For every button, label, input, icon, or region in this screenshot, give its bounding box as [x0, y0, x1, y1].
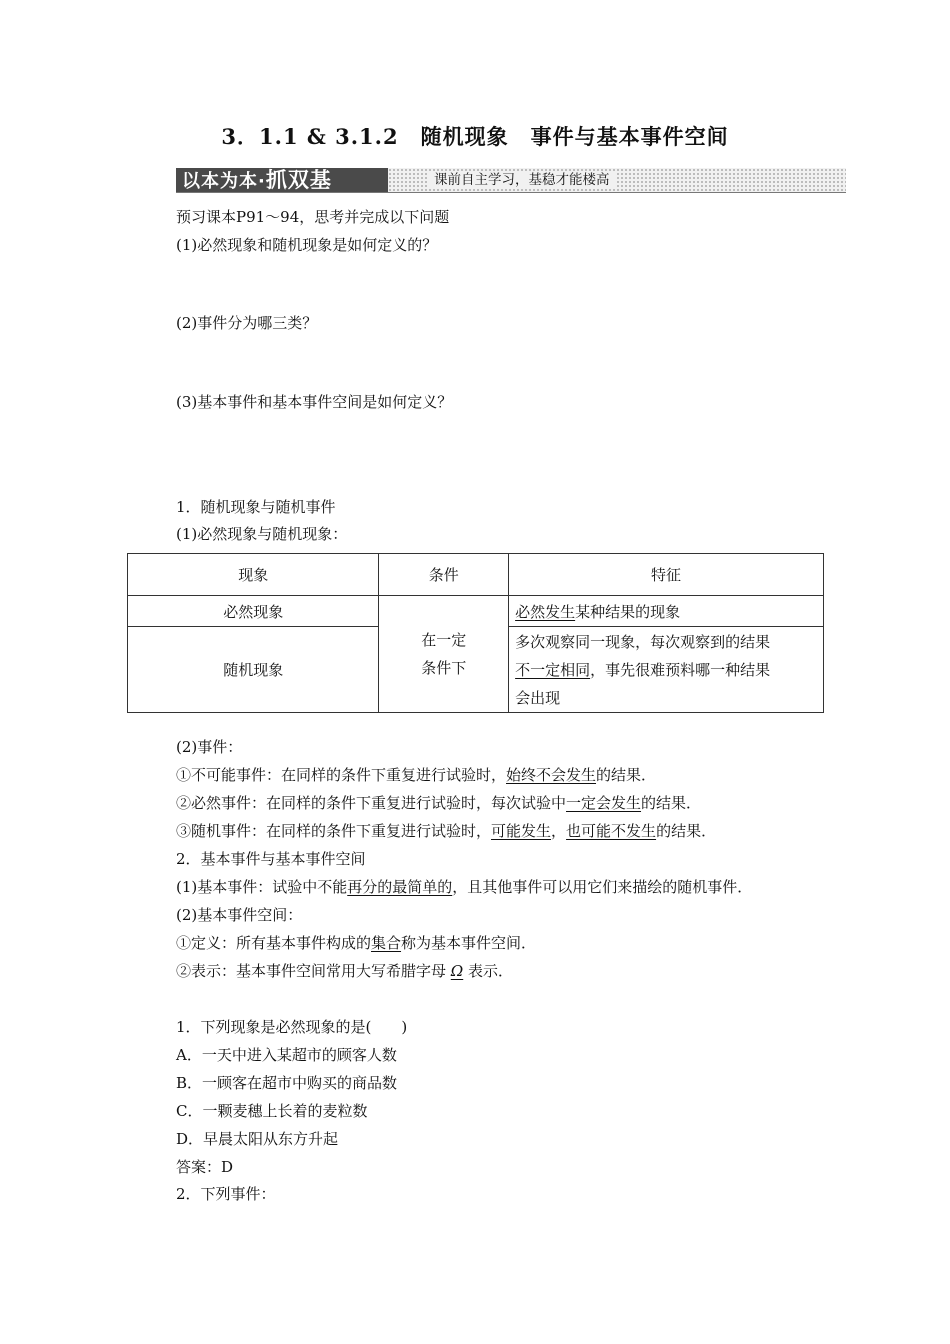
text: ，: [551, 822, 567, 840]
exercise-answer: 答案：D: [176, 1158, 234, 1176]
table-header-cell: 特征: [509, 554, 824, 596]
omega-symbol: Ω: [450, 962, 464, 980]
table-cell-text: 会出现: [515, 688, 561, 707]
banner-dotted-strip: [388, 168, 846, 192]
banner-subtitle: 课前自主学习，基稳才能楼高: [428, 171, 616, 189]
text: ，且其他事件可以用它们来描绘的随机事件．: [452, 878, 753, 896]
event-certain: [176, 793, 701, 813]
preview-q1: (1)必然现象和随机现象是如何定义的？: [176, 236, 438, 254]
exercise-option-b: B．一顾客在超市中购买的商品数: [176, 1074, 398, 1092]
table-cell: [509, 627, 824, 713]
condition-line1: 在一定: [421, 631, 467, 649]
text: 称为基本事件空间．: [401, 934, 537, 952]
table-cell: [509, 596, 824, 627]
section1-sub: (1)必然现象与随机现象：: [176, 525, 348, 543]
page-title: 3．1.1 & 3.1.2 随机现象 事件与基本事件空间: [221, 124, 729, 149]
text: ②必然事件：在同样的条件下重复进行试验时，每次试验中: [176, 794, 567, 812]
table-header-cell: 条件: [379, 554, 509, 596]
phenomena-table: [127, 553, 824, 713]
table-cell-text: 多次观察同一现象，每次观察到的结果: [515, 632, 771, 651]
text: 表示．: [463, 962, 513, 980]
condition-line2: 条件下: [421, 659, 467, 677]
underlined-term: 一定会发生: [566, 794, 642, 812]
underlined-term: 始终不会发生: [506, 766, 597, 784]
section-banner: [176, 168, 846, 192]
table-cell-condition: [379, 596, 509, 713]
basic-space-notation: [176, 961, 513, 981]
event-random: [176, 821, 716, 841]
preview-intro: 预习课本P91～94，思考并完成以下问题: [176, 208, 450, 226]
text: 的结果．: [641, 794, 702, 812]
banner-main: [176, 168, 394, 192]
table-row: [128, 596, 824, 627]
underlined-term: 不一定相同: [515, 660, 591, 679]
table-header-cell: 现象: [128, 554, 379, 596]
table-cell-text: 某种结果的现象: [575, 602, 681, 621]
text: ②表示：基本事件空间常用大写希腊字母: [176, 962, 451, 980]
events-heading: (2)事件：: [176, 738, 243, 756]
preview-q2: (2)事件分为哪三类？: [176, 314, 318, 332]
section2-heading: 2．基本事件与基本事件空间: [176, 850, 366, 868]
table-header-row: [128, 554, 824, 596]
section1-heading: 1．随机现象与随机事件: [176, 498, 336, 516]
exercise-q2: 2．下列事件：: [176, 1185, 276, 1203]
preview-q3: (3)基本事件和基本事件空间是如何定义？: [176, 393, 453, 411]
text: ①不可能事件：在同样的条件下重复进行试验时，: [176, 766, 507, 784]
text: 的结果．: [596, 766, 657, 784]
banner-main-a: 以本为本·: [182, 171, 266, 192]
underlined-term: 必然发生: [515, 602, 576, 621]
table-cell-text: ，事先很难预料哪一种结果: [590, 660, 771, 679]
basic-space-heading: (2)基本事件空间：: [176, 906, 303, 924]
basic-event-def: [176, 877, 752, 897]
text: (1)基本事件：试验中不能: [176, 878, 348, 896]
banner-main-b: 抓双基: [265, 168, 332, 192]
table-cell: 必然现象: [128, 596, 379, 627]
text: 的结果．: [656, 822, 717, 840]
table-cell: 随机现象: [128, 627, 379, 713]
event-impossible: [176, 765, 656, 785]
text: ③随机事件：在同样的条件下重复进行试验时，: [176, 822, 492, 840]
underlined-term: 也可能不发生: [566, 822, 657, 840]
underlined-term: 可能发生: [491, 822, 552, 840]
basic-space-def: [176, 933, 536, 953]
exercise-option-c: C．一颗麦穗上长着的麦粒数: [176, 1102, 368, 1120]
exercise-option-d: D．早晨太阳从东方升起: [176, 1130, 339, 1148]
underlined-term: 集合: [371, 934, 402, 952]
exercise-option-a: A．一天中进入某超市的顾客人数: [176, 1046, 397, 1064]
text: ①定义：所有基本事件构成的: [176, 934, 372, 952]
exercise-q1: 1．下列现象是必然现象的是( ): [176, 1018, 408, 1036]
banner-divider: [176, 192, 846, 193]
underlined-term: 再分的最简单的: [347, 878, 453, 896]
